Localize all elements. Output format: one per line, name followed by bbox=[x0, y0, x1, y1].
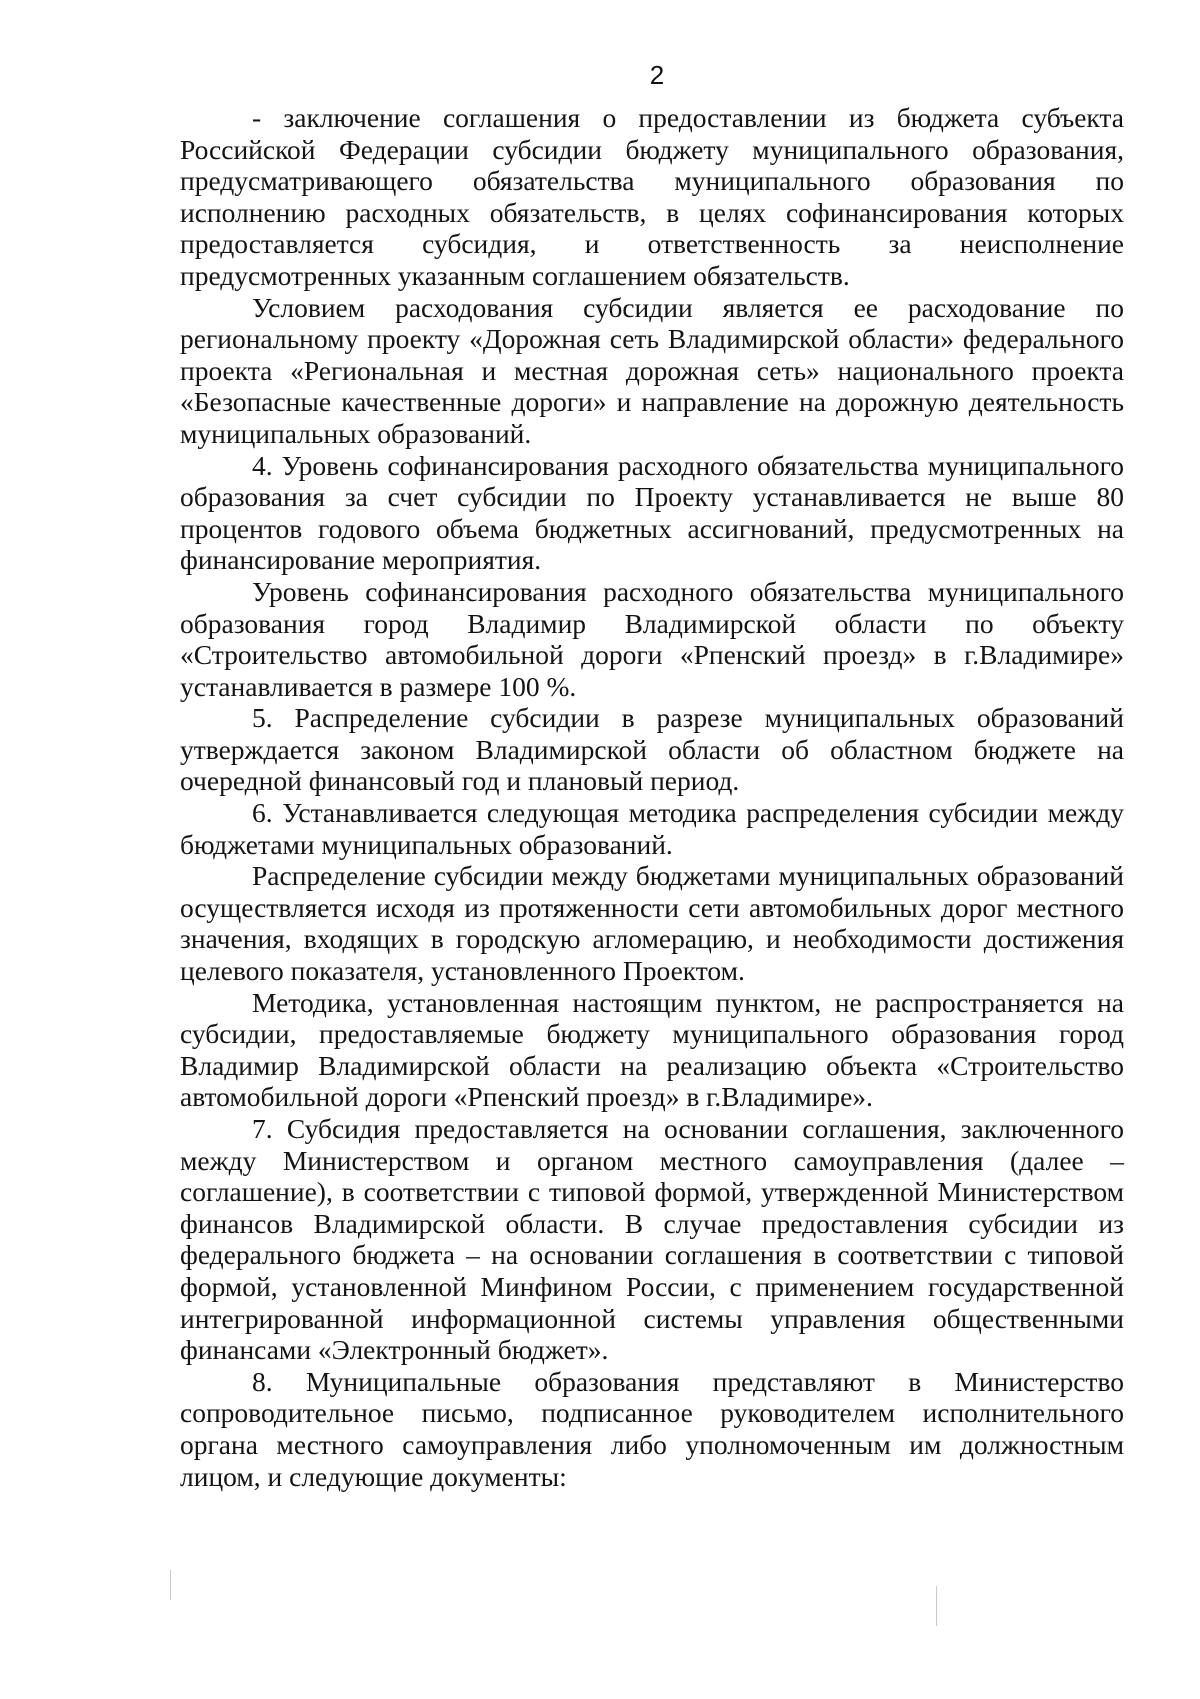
paragraph-method-exclusion: Методика, установленная настоящим пунктом, не распространяется на субсидии, предоставляемые бюджету муниципального образования город Владимир Владимирской области на реализацию объекта «Строительство автомобильной дороги «Рпенский проезд» в г.Владимире». bbox=[180, 986, 1124, 1113]
paragraph-item-8: 8. Муниципальные образования представляют в Министерство сопроводительное письмо, подписанное руководителем исполнительного органа местного самоуправления либо уполномоченным им должностным лицом, и следующие документы: bbox=[180, 1365, 1124, 1492]
paragraph-item-6: 6. Устанавливается следующая методика распределения субсидии между бюджетами муниципальных образований. bbox=[180, 797, 1124, 860]
paragraph-spending-condition: Условием расходования субсидии является ее расходование по региональному проекту «Дорожная сеть Владимирской области» федерального проекта «Региональная и местная дорожная сеть» национального проекта «Безопасные качественные дороги» и направление на дорожную деятельность муниципальных образований. bbox=[180, 291, 1124, 449]
paragraph-item-5: 5. Распределение субсидии в разрезе муниципальных образований утверждается законом Владимирской области об областном бюджете на очередной финансовый год и плановый период. bbox=[180, 702, 1124, 797]
paragraph-distribution-basis: Распределение субсидии между бюджетами муниципальных образований осуществляется исходя из протяженности сети автомобильных дорог местного значения, входящих в городскую агломерацию, и необходимости достижения целевого показателя, установленного Проектом. bbox=[180, 860, 1124, 987]
scan-artifact-right bbox=[936, 1586, 937, 1626]
page-number: 2 bbox=[649, 60, 665, 90]
document-body bbox=[180, 102, 1124, 1492]
paragraph-cofinancing-level-vladimir: Уровень софинансирования расходного обязательства муниципального образования город Владимир Владимирской области по объекту «Строительство автомобильной дороги «Рпенский проезд» в г.Владимире» устанавливается в размере 100 %. bbox=[180, 575, 1124, 702]
paragraph-item-7: 7. Субсидия предоставляется на основании соглашения, заключенного между Министерством и органом местного самоуправления (далее – соглашение), в соответствии с типовой формой, утвержденной Министерством финансов Владимирской области. В случае предоставления субсидии из федерального бюджета – на основании соглашения в соответствии с типовой формой, установленной Минфином России, с применением государственной интегрированной информационной системы управления общественными финансами «Электронный бюджет». bbox=[180, 1113, 1124, 1366]
paragraph-item-4: 4. Уровень софинансирования расходного обязательства муниципального образования за счет субсидии по Проекту устанавливается не выше 80 процентов годового объема бюджетных ассигнований, предусмотренных на финансирование мероприятия. bbox=[180, 449, 1124, 576]
paragraph-agreement-conclusion: - заключение соглашения о предоставлении из бюджета субъекта Российской Федерации субсидии бюджету муниципального образования, предусматривающего обязательства муниципального образования по исполнению расходных обязательств, в целях софинансирования которых предоставляется субсидия, и ответственность за неисполнение предусмотренных указанным соглашением обязательств. bbox=[180, 102, 1124, 291]
scan-artifact-left bbox=[170, 1570, 171, 1600]
